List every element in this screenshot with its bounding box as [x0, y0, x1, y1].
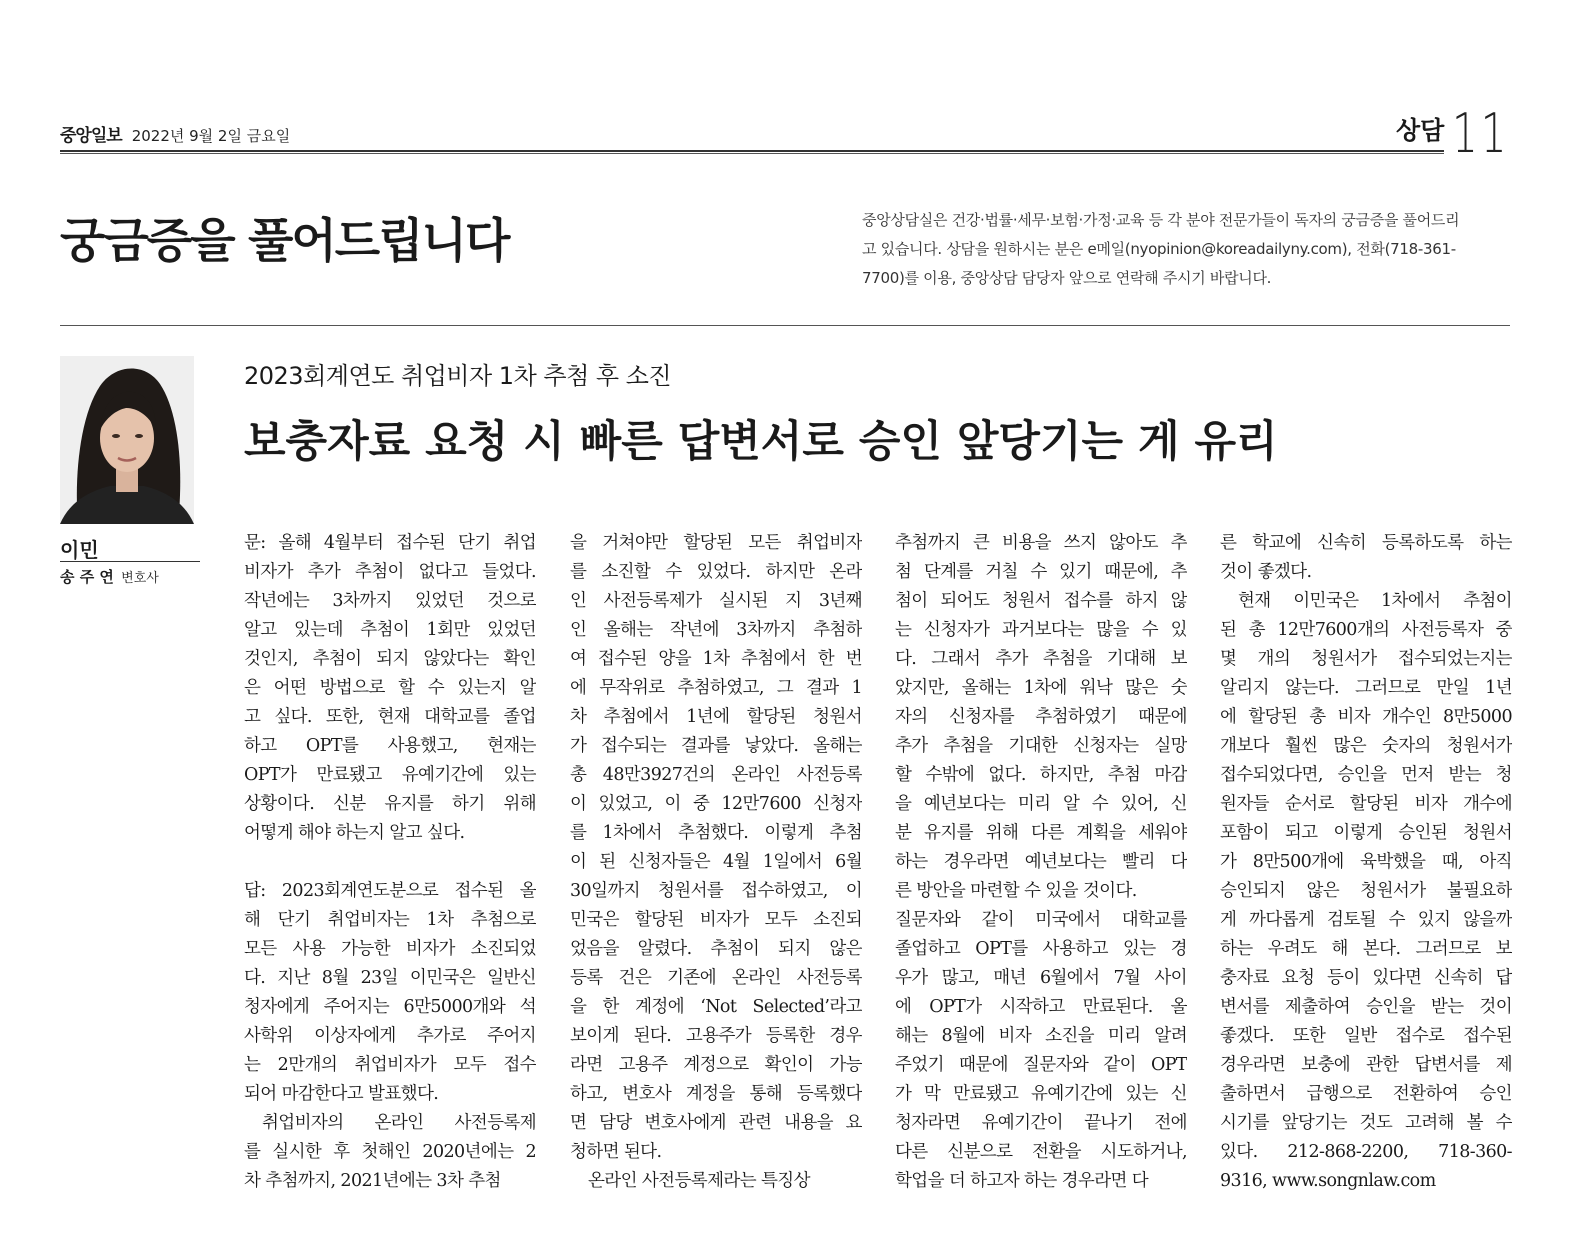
article-line: 상황이다. 신분 유지를 하기 위해	[244, 794, 536, 814]
article-line: 에 OPT가 시작하고 만료된다. 올	[895, 997, 1187, 1017]
article-line: 주었기 때문에 질문자와 같이 OPT	[895, 1055, 1187, 1075]
author-rule	[60, 561, 200, 562]
article-line: 이 된 신청자들은 4월 1일에서 6월	[570, 852, 862, 872]
article-line: 경우라면 보충에 관한 답변서를 제	[1220, 1055, 1512, 1075]
article-line: 를 1차에서 추첨했다. 이렇게 추첨	[570, 823, 862, 843]
article-column-3	[895, 529, 1187, 1196]
article-line: 인 사전등록제가 실시된 지 3년째	[570, 591, 862, 611]
article-line: 민국은 할당된 비자가 모두 소진되	[570, 910, 862, 930]
article-line: 면 담당 변호사에게 관련 내용을 요	[570, 1113, 862, 1133]
article-line: 을 거쳐야만 할당된 모든 취업비자	[570, 533, 862, 553]
article-line: 비자가 추가 추첨이 없다고 들었다.	[244, 562, 536, 582]
column-intro	[862, 206, 1510, 293]
article-line: 첨이 되어도 청원서 접수를 하지 않	[895, 591, 1187, 611]
article-line: 다. 지난 8월 23일 이민국은 일반신	[244, 968, 536, 988]
masthead	[60, 121, 290, 145]
article-line: 원자들 순서로 할당된 비자 개수에	[1220, 794, 1512, 814]
article-line: 에 할당된 총 비자 개수인 8만5000	[1220, 707, 1512, 727]
article-line: 차 추첨에서 1년에 할당된 청원서	[570, 707, 862, 727]
article-line: 30일까지 청원서를 접수하였고, 이	[570, 881, 862, 901]
article-line: 는 신청자가 과거보다는 많을 수 있	[895, 620, 1187, 640]
section-name: 상담	[1396, 116, 1445, 145]
article-line: 하는 경우라면 예년보다는 빨리 다	[895, 852, 1187, 872]
article-line: 다른 신분으로 전환을 시도하거나,	[895, 1142, 1187, 1162]
author-role: 변호사	[121, 571, 159, 586]
article-line: 인 올해는 작년에 3차까지 추첨하	[570, 620, 862, 640]
article-line: 를 실시한 후 첫해인 2020년에는 2	[244, 1142, 536, 1162]
article-line: 청자에게 주어지는 6만5000개와 석	[244, 997, 536, 1017]
article-line: 승인되지 않은 청원서가 불필요하	[1220, 881, 1512, 901]
article-line: 는 2만개의 취업비자가 모두 접수	[244, 1055, 536, 1075]
article-line: 출하면서 급행으로 전환하여 승인	[1220, 1084, 1512, 1104]
article-line: 다. 그래서 추가 추첨을 기대해 보	[895, 649, 1187, 669]
article-line: 된 총 12만7600개의 사전등록자 중	[1220, 620, 1512, 640]
article-line: 분 유지를 위해 다른 계획을 세워야	[895, 823, 1187, 843]
author-byline	[60, 566, 159, 587]
column-title: 궁금증을 풀어드립니다	[60, 214, 509, 269]
article-line: 우가 많고, 매년 6월에서 7월 사이	[895, 968, 1187, 988]
article-line: 가 막 만료됐고 유예기간에 있는 신	[895, 1084, 1187, 1104]
page-number: 11	[1452, 102, 1510, 165]
article-line: 자의 신청자를 추첨하였기 때문에	[895, 707, 1187, 727]
article-line: 해 단기 취업비자는 1차 추첨으로	[244, 910, 536, 930]
article-line: 총 48만3927건의 온라인 사전등록	[570, 765, 862, 785]
article-line: 청자라면 유예기간이 끝나기 전에	[895, 1113, 1187, 1133]
section-divider	[60, 325, 1510, 326]
article-line: 질문자와 같이 미국에서 대학교를	[895, 910, 1187, 930]
article-line: 되어 마감한다고 발표했다.	[244, 1084, 439, 1104]
article-line: 취업비자의 온라인 사전등록제	[262, 1113, 536, 1133]
article-line: 라면 고용주 계정으로 확인이 가능	[570, 1055, 862, 1075]
article-line: 첨 단계를 거칠 수 있기 때문에, 추	[895, 562, 1187, 582]
article-line: 었음을 알렸다. 추첨이 되지 않은	[570, 939, 862, 959]
article-line: 좋겠다. 또한 일반 접수로 접수된	[1220, 1026, 1512, 1046]
article-line: 을 예년보다는 미리 알 수 있어, 신	[895, 794, 1187, 814]
article-line: 를 소진할 수 있었다. 하지만 온라	[570, 562, 862, 582]
article-line: 차 추첨까지, 2021년에는 3차 추첨	[244, 1171, 501, 1191]
article-line: 을 한 계정에 ‘Not Selected’라고	[570, 997, 862, 1017]
article-line: 시기를 앞당기는 것도 고려해 볼 수	[1220, 1113, 1512, 1133]
newspaper-name: 중앙일보	[60, 126, 122, 146]
article-line: 사학위 이상자에게 추가로 주어지	[244, 1026, 536, 1046]
article-line: 하고 OPT를 사용했고, 현재는	[244, 736, 536, 756]
article-line: 모든 사용 가능한 비자가 소진되었	[244, 939, 536, 959]
article-line: 았지만, 올해는 1차에 워낙 많은 숫	[895, 678, 1187, 698]
article-line: 등록 건은 기존에 온라인 사전등록	[570, 968, 862, 988]
article-column-2	[570, 529, 862, 1196]
article-line: OPT가 만료됐고 유예기간에 있는	[244, 765, 536, 785]
article-line: 가 8만500개에 육박했을 때, 아직	[1220, 852, 1512, 872]
article-line: 른 방안을 마련할 수 있을 것이다.	[895, 881, 1137, 901]
article-line: 변서를 제출하여 승인을 받는 것이	[1220, 997, 1512, 1017]
article-line: 충자료 요청 등이 있다면 신속히 답	[1220, 968, 1512, 988]
article-line: 개보다 훨씬 많은 숫자의 청원서가	[1220, 736, 1512, 756]
article-line: 온라인 사전등록제라는 특징상	[588, 1171, 810, 1191]
article-line: 있다. 212-868-2200, 718-360-	[1220, 1142, 1512, 1162]
article-line: 것이 좋겠다.	[1220, 562, 1312, 582]
header-rule	[60, 150, 1444, 154]
column-category: 이민	[60, 538, 99, 562]
article-line: 보이게 된다. 고용주가 등록한 경우	[570, 1026, 862, 1046]
article-line: 여 접수된 양을 1차 추첨에서 한 번	[570, 649, 862, 669]
intro-line: 7700)를 이용, 중앙상담 담당자 앞으로 연락해 주시기 바랍니다.	[862, 269, 1272, 287]
article-line: 작년에는 3차까지 있었던 것으로	[244, 591, 536, 611]
article-line: 할 수밖에 없다. 하지만, 추첨 마감	[895, 765, 1187, 785]
intro-line: 중앙상담실은 건강·법률·세무·보험·가정·교육 등 각 분야 전문가들이 독자의 궁금증을 풀어드리	[862, 211, 1460, 229]
article-line: 졸업하고 OPT를 사용하고 있는 경	[895, 939, 1187, 959]
article-line: 게 까다롭게 검토될 수 있지 않을까	[1220, 910, 1512, 930]
article-line: 이 있었고, 이 중 12만7600 신청자	[570, 794, 862, 814]
paragraph-gap	[244, 848, 536, 877]
article-line: 알고 있는데 추첨이 1회만 있었던	[244, 620, 536, 640]
article-line: 청하면 된다.	[570, 1142, 662, 1162]
article-line: 문: 올해 4월부터 접수된 단기 취업	[244, 533, 536, 553]
article-line: 하고, 변호사 계정을 통해 등록했다	[570, 1084, 862, 1104]
article-column-1	[244, 529, 536, 1196]
article-line: 접수되었다면, 승인을 먼저 받는 청	[1220, 765, 1512, 785]
article-line: 어떻게 해야 하는지 알고 싶다.	[244, 823, 465, 843]
article-line: 고 싶다. 또한, 현재 대학교를 졸업	[244, 707, 536, 727]
article-headline: 보충자료 요청 시 빠른 답변서로 승인 앞당기는 게 유리	[244, 417, 1278, 467]
article-column-4	[1220, 529, 1512, 1196]
article-line: 은 어떤 방법으로 할 수 있는지 알	[244, 678, 536, 698]
author-photo	[60, 356, 194, 524]
article-kicker: 2023회계연도 취업비자 1차 추첨 후 소진	[244, 362, 672, 390]
article-line: 른 학교에 신속히 등록하도록 하는	[1220, 533, 1512, 553]
article-line: 포함이 되고 이렇게 승인된 청원서	[1220, 823, 1512, 843]
article-line: 가 접수되는 결과를 낳았다. 올해는	[570, 736, 862, 756]
article-line: 알리지 않는다. 그러므로 만일 1년	[1220, 678, 1512, 698]
article-line: 것인지, 추첨이 되지 않았다는 확인	[244, 649, 536, 669]
article-line: 몇 개의 청원서가 접수되었는지는	[1220, 649, 1512, 669]
author-name: 송 주 연	[60, 568, 114, 586]
article-line: 9316, www.songnlaw.com	[1220, 1171, 1436, 1191]
article-line: 현재 이민국은 1차에서 추첨이	[1238, 591, 1512, 611]
article-line: 추가 추첨을 기대한 신청자는 실망	[895, 736, 1187, 756]
issue-date: 2022년 9월 2일 금요일	[131, 127, 291, 145]
article-line: 하는 우려도 해 본다. 그러므로 보	[1220, 939, 1512, 959]
intro-line: 고 있습니다. 상담을 원하시는 분은 e메일(nyopinion@koreadailyny.com), 전화(718-361-	[862, 240, 1456, 258]
article-line: 답: 2023회계연도분으로 접수된 올	[244, 881, 536, 901]
article-line: 에 무작위로 추첨하였고, 그 결과 1	[570, 678, 862, 698]
article-line: 해는 8월에 비자 소진을 미리 알려	[895, 1026, 1187, 1046]
article-line: 학업을 더 하고자 하는 경우라면 다	[895, 1171, 1149, 1191]
article-line: 추첨까지 큰 비용을 쓰지 않아도 추	[895, 533, 1187, 553]
